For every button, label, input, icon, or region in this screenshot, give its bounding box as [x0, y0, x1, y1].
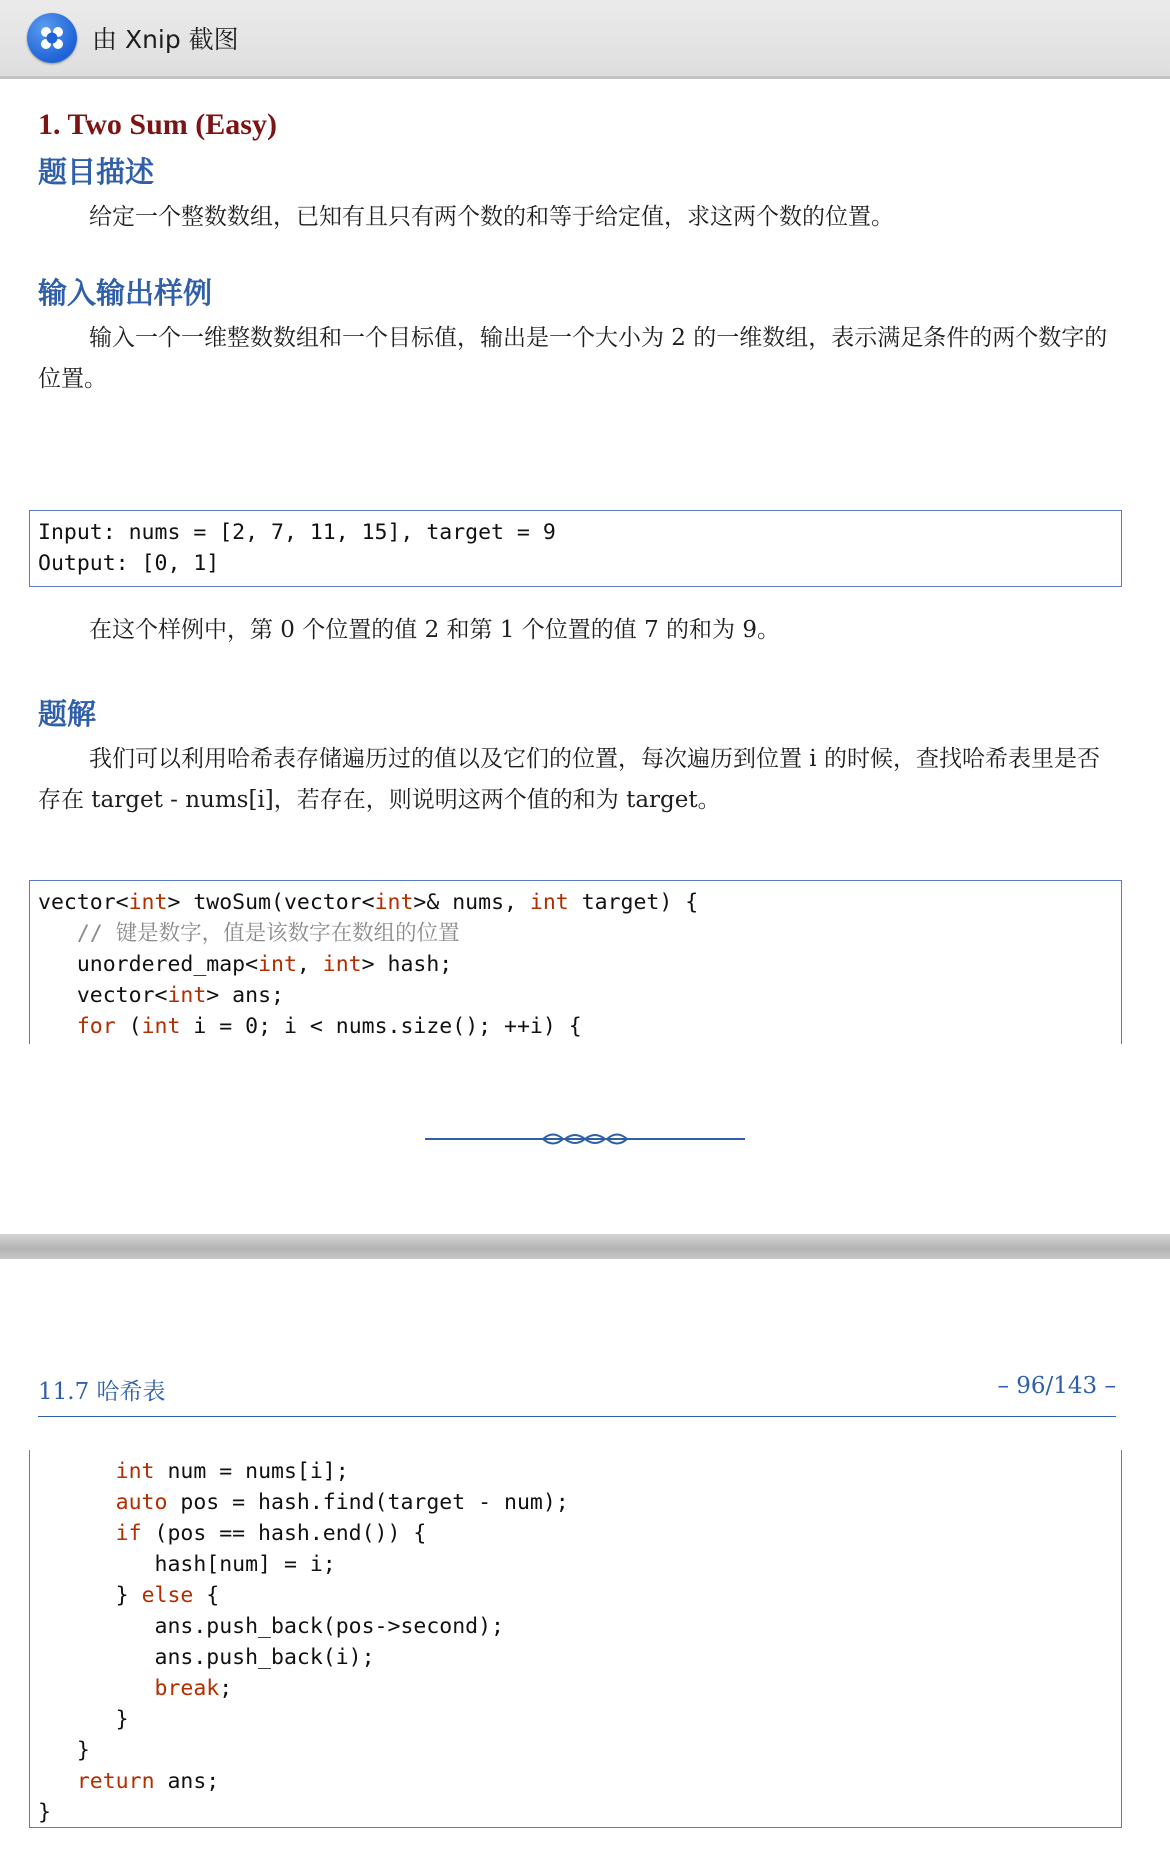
sample-output-line: Output: [0, 1] [38, 551, 220, 576]
sample-input-line: Input: nums = [2, 7, 11, 15], target = 9 [38, 520, 556, 545]
code-keyword: int [141, 1014, 181, 1039]
running-head-section: 11.7 哈希表 [38, 1379, 166, 1405]
code-keyword: int [258, 952, 297, 977]
window-title: 由 Xnip 截图 [92, 25, 239, 54]
code-keyword: int [374, 890, 414, 915]
problem-title: 1. Two Sum (Easy) [38, 108, 277, 141]
code-text: } [115, 1583, 142, 1608]
code-keyword: return [76, 1769, 155, 1794]
heading-description: 题目描述 [38, 155, 155, 189]
heading-solution: 题解 [38, 697, 97, 731]
code-line [38, 1518, 1121, 1549]
code-keyword: for [76, 1014, 116, 1039]
code-text: } [76, 1738, 90, 1763]
code-line [38, 949, 1121, 980]
code-line [38, 1456, 1121, 1487]
code-keyword: int [322, 952, 362, 977]
sample-io-box [29, 510, 1122, 587]
code-text: i = 0; i < nums.size(); ++i) { [180, 1014, 582, 1039]
code-text: vector< [76, 983, 168, 1008]
code-keyword: int [115, 1459, 155, 1484]
code-keyword: else [141, 1583, 194, 1608]
section-end-ornament-icon [425, 1127, 745, 1151]
code-keyword: int [128, 890, 168, 915]
window-titlebar [0, 0, 1170, 79]
code-text: ans.push_back(i); [154, 1645, 375, 1670]
code-line [38, 1487, 1121, 1518]
sample-explanation: 在这个样例中，第 0 个位置的值 2 和第 1 个位置的值 7 的和为 9。 [89, 617, 780, 643]
page-separator [0, 1234, 1170, 1259]
code-text: (pos == hash.end()) { [141, 1521, 427, 1546]
io-example-text: 输入一个一维整数数组和一个目标值，输出是一个大小为 2 的一维数组，表示满足条件的两个数字的位置。 [38, 325, 1108, 392]
code-line [38, 887, 1121, 918]
code-text: vector< [38, 890, 129, 915]
code-block-part2 [29, 1450, 1122, 1828]
code-line [38, 1673, 1121, 1704]
code-line [38, 1549, 1121, 1580]
code-line [38, 1766, 1121, 1797]
code-line [38, 1580, 1121, 1611]
page-upper [0, 82, 1170, 1234]
code-line [38, 918, 1121, 949]
code-keyword: if [115, 1521, 142, 1546]
code-text: > hash; [361, 952, 453, 977]
code-text: >& nums, [413, 890, 530, 915]
code-text: unordered_map< [76, 952, 259, 977]
code-line [38, 1797, 1121, 1828]
code-block-part1 [29, 880, 1122, 1044]
code-text: ( [115, 1014, 142, 1039]
code-text: } [38, 1800, 51, 1825]
code-text: pos = hash.find(target - num); [167, 1490, 569, 1515]
code-text: > ans; [206, 983, 284, 1008]
code-text: ans; [154, 1769, 220, 1794]
solution-text: 我们可以利用哈希表存储遍历过的值以及它们的位置，每次遍历到位置 i 的时候，查找哈希表里是否存在 target - nums[i]，若存在，则说明这两个值的和为 target。 [38, 746, 1100, 813]
code-comment: // 键是数字，值是该数字在数组的位置 [76, 921, 460, 946]
code-text: ans.push_back(pos->second); [154, 1614, 504, 1639]
code-text: } [115, 1707, 129, 1732]
heading-io-example: 输入输出样例 [38, 276, 213, 310]
code-line [38, 1642, 1121, 1673]
xnip-app-icon [27, 13, 77, 63]
description-text: 给定一个整数数组，已知有且只有两个数的和等于给定值，求这两个数的位置。 [89, 204, 894, 230]
code-keyword: int [167, 983, 207, 1008]
code-text: { [193, 1583, 220, 1608]
code-text: ; [219, 1676, 233, 1701]
code-keyword: auto [115, 1490, 168, 1515]
code-line [38, 980, 1121, 1011]
code-text: target) { [568, 890, 699, 915]
code-text: hash[num] = i; [154, 1552, 336, 1577]
code-text: , [296, 952, 323, 977]
running-header [38, 1373, 1116, 1417]
code-line [38, 1735, 1121, 1766]
code-keyword: int [529, 890, 569, 915]
page-number: – 96/143 – [997, 1373, 1116, 1399]
code-line [38, 1011, 1121, 1042]
code-text: > twoSum(vector< [167, 890, 375, 915]
code-line [38, 1704, 1121, 1735]
code-line [38, 1611, 1121, 1642]
code-text: num = nums[i]; [154, 1459, 349, 1484]
code-keyword: break [154, 1676, 220, 1701]
